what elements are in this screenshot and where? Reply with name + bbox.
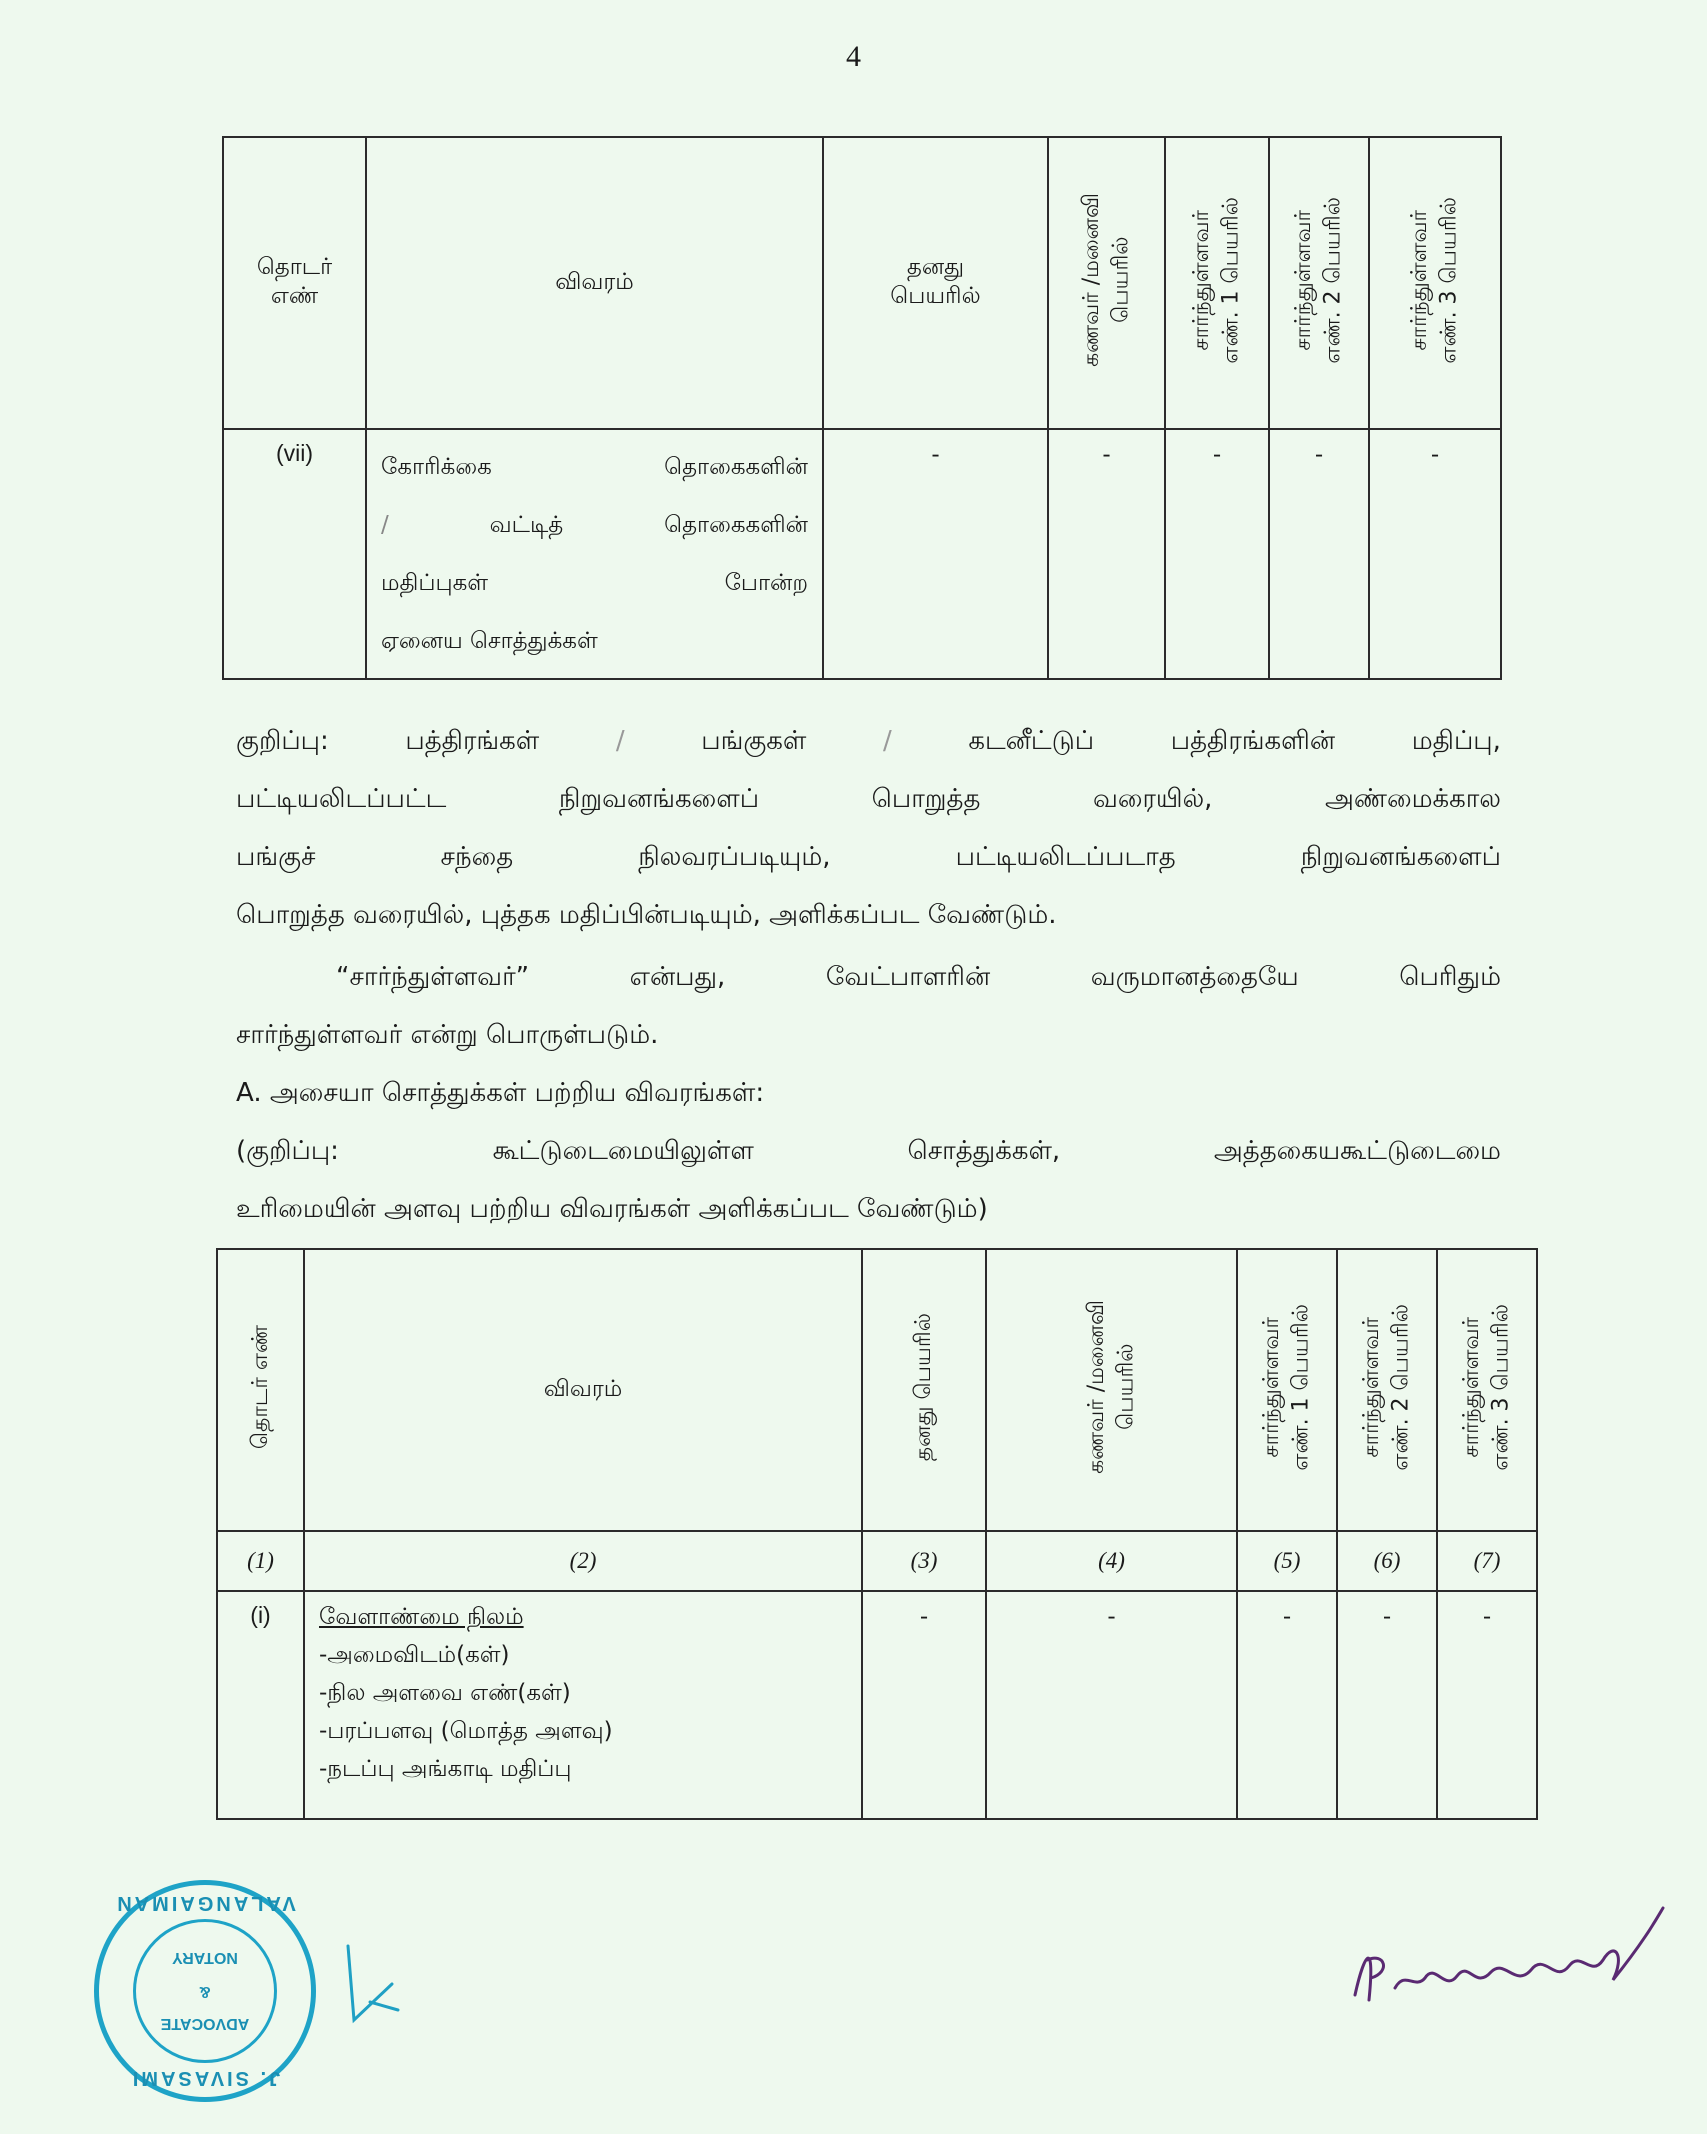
- note-a-word: அத்தகையகூட்டுடைமை: [1213, 1136, 1501, 1166]
- note-word: பங்குகள்: [701, 726, 807, 756]
- table-row: [217, 1591, 1537, 1819]
- header-spouse-line1: கணவர் /மனைவி: [1078, 193, 1104, 367]
- note-word: சந்தை: [440, 842, 514, 872]
- value-dependent-3: -: [1437, 1591, 1537, 1819]
- note-word: பட்டியலிடப்பட்ட: [236, 784, 447, 814]
- note-word: பட்டியலிடப்படாத: [955, 842, 1176, 872]
- row-title: வேளாண்மை நிலம்: [319, 1604, 524, 1630]
- note-word: குறிப்பு:: [236, 726, 329, 756]
- col-num-6: (6): [1337, 1531, 1437, 1591]
- dependent-definition: [236, 948, 1501, 1064]
- header-dep3-line1: சார்ந்துள்ளவர்: [1407, 209, 1433, 351]
- note-word: நிறுவனங்களைப்: [1300, 842, 1501, 872]
- section-a-note: [236, 1122, 1501, 1238]
- immovable-assets-table: [216, 1248, 1538, 1820]
- row-item: -பரப்பளவு (மொத்த அளவு): [319, 1718, 613, 1744]
- value-dependent-1: -: [1165, 429, 1269, 679]
- row-serial: (vii): [223, 429, 366, 679]
- note-word: /: [882, 726, 892, 756]
- note-a-word: சொத்துக்கள்,: [907, 1136, 1061, 1166]
- col-num-5: (5): [1237, 1531, 1337, 1591]
- header-dep3-line2: எண். 3 பெயரில்: [1489, 1303, 1514, 1471]
- header-dep1-line1: சார்ந்துள்ளவர்: [1259, 1316, 1285, 1458]
- header-self-line1: தனது: [906, 254, 965, 280]
- assets-table-continued: [222, 136, 1502, 680]
- header-self-line2: பெயரில்: [890, 283, 981, 309]
- note-a-word: (குறிப்பு:: [236, 1136, 339, 1166]
- header-self: [823, 137, 1048, 429]
- header-spouse-line1: கணவர் /மனைவி: [1083, 1300, 1109, 1474]
- def-line-2: சார்ந்துள்ளவர் என்று பொருள்படும்.: [236, 1020, 659, 1050]
- header-dependent-3: [1369, 137, 1501, 429]
- stamp-inner-ring: [133, 1919, 277, 2063]
- note-a-line-2: உரிமையின் அளவு பற்றிய விவரங்கள் அளிக்கப்பட வேண்டும்): [236, 1194, 988, 1224]
- def-word: வருமானத்தையே: [1090, 962, 1299, 992]
- note-paragraph: [236, 712, 1501, 944]
- desc-word: வட்டித்: [489, 512, 564, 538]
- row-description: [366, 429, 823, 679]
- value-dependent-2: -: [1269, 429, 1369, 679]
- header-dep1-line2: எண். 1 பெயரில்: [1289, 1303, 1314, 1471]
- header-description: விவரம்: [304, 1249, 862, 1531]
- value-dependent-2: -: [1337, 1591, 1437, 1819]
- header-dep1-line1: சார்ந்துள்ளவர்: [1189, 209, 1215, 351]
- header-dep3-line1: சார்ந்துள்ளவர்: [1459, 1316, 1485, 1458]
- header-dep3-line2: எண். 3 பெயரில்: [1437, 196, 1462, 364]
- signature: [1345, 1900, 1665, 2020]
- header-serial-line1: தொடர்: [256, 254, 333, 280]
- note-word: மதிப்பு,: [1411, 726, 1501, 756]
- note-word: கடனீட்டுப்: [968, 726, 1095, 756]
- col-num-1: (1): [217, 1531, 304, 1591]
- row-description: [304, 1591, 862, 1819]
- header-dependent-1: [1165, 137, 1269, 429]
- value-spouse: -: [1048, 429, 1165, 679]
- header-dep2-line1: சார்ந்துள்ளவர்: [1291, 209, 1317, 351]
- note-line-last: பொறுத்த வரையில், புத்தக மதிப்பின்படியும், அளிக்கப்பட வேண்டும்.: [236, 900, 1057, 930]
- note-a-word: கூட்டுடைமையிலுள்ள: [492, 1136, 754, 1166]
- header-serial: [223, 137, 366, 429]
- note-word: நிலவரப்படியும்,: [638, 842, 831, 872]
- note-word: பத்திரங்கள்: [405, 726, 540, 756]
- header-dependent-2: [1269, 137, 1369, 429]
- stamp-line-1: ADVOCATE: [160, 2015, 250, 2032]
- section-a-title: A. அசையா சொத்துக்கள் பற்றிய விவரங்கள்:: [236, 1078, 765, 1108]
- header-description: விவரம்: [366, 137, 823, 429]
- col-num-7: (7): [1437, 1531, 1537, 1591]
- header-dependent-1: [1237, 1249, 1337, 1531]
- row-item: -அமைவிடம்(கள்): [319, 1642, 510, 1668]
- table-row: [223, 429, 1501, 679]
- header-serial-line2: எண்: [270, 283, 319, 309]
- note-word: அண்மைக்கால: [1325, 784, 1501, 814]
- header-self-text: தனது பெயரில்: [911, 1312, 937, 1462]
- note-word: /: [615, 726, 625, 756]
- note-word: வரையில்,: [1093, 784, 1213, 814]
- notary-stamp: [94, 1880, 316, 2102]
- row-serial: (i): [217, 1591, 304, 1819]
- stamp-line-3: NOTARY: [172, 1949, 238, 1966]
- header-dep1-line2: எண். 1 பெயரில்: [1219, 196, 1244, 364]
- header-serial-text: தொடர் எண்: [247, 1324, 273, 1450]
- header-dep2-line1: சார்ந்துள்ளவர்: [1359, 1316, 1385, 1458]
- desc-word: மதிப்புகள்: [381, 570, 489, 596]
- header-dependent-3: [1437, 1249, 1537, 1531]
- row-item: -நடப்பு அங்காடி மதிப்பு: [319, 1756, 572, 1782]
- value-self: -: [823, 429, 1048, 679]
- header-serial: [217, 1249, 304, 1531]
- col-num-2: (2): [304, 1531, 862, 1591]
- check-mark-icon: [340, 1940, 400, 2030]
- desc-word: தொகைகளின்: [664, 512, 808, 538]
- def-word: “சார்ந்துள்ளவர்”: [336, 962, 530, 992]
- def-word: என்பது,: [629, 962, 726, 992]
- desc-word: /: [381, 512, 389, 538]
- header-dep2-line2: எண். 2 பெயரில்: [1389, 1303, 1414, 1471]
- header-spouse-line2: பெயரில்: [1108, 236, 1134, 324]
- def-word: வேட்பாளரின்: [825, 962, 991, 992]
- value-self: -: [862, 1591, 986, 1819]
- header-spouse-line2: பெயரில்: [1113, 1343, 1139, 1431]
- value-dependent-3: -: [1369, 429, 1501, 679]
- note-word: நிறுவனங்களைப்: [558, 784, 760, 814]
- note-word: பொறுத்த: [871, 784, 981, 814]
- stamp-name: J. SIVASAMI: [129, 2067, 281, 2089]
- value-dependent-1: -: [1237, 1591, 1337, 1819]
- stamp-line-2: &: [199, 1983, 211, 2000]
- column-number-row: [217, 1531, 1537, 1591]
- desc-word: போன்ற: [724, 570, 808, 596]
- value-spouse: -: [986, 1591, 1237, 1819]
- col-num-3: (3): [862, 1531, 986, 1591]
- header-spouse: [986, 1249, 1237, 1531]
- col-num-4: (4): [986, 1531, 1237, 1591]
- page-number: 4: [846, 40, 861, 73]
- desc-word: ஏனைய சொத்துக்கள்: [381, 628, 598, 654]
- def-word: பெரிதும்: [1399, 962, 1501, 992]
- desc-word: கோரிக்கை: [381, 454, 492, 480]
- row-item: -நில அளவை எண்(கள்): [319, 1680, 571, 1706]
- header-spouse: [1048, 137, 1165, 429]
- header-dependent-2: [1337, 1249, 1437, 1531]
- header-dep2-line2: எண். 2 பெயரில்: [1321, 196, 1346, 364]
- note-word: பங்குச்: [236, 842, 316, 872]
- stamp-place: VALANGAIMAN: [114, 1892, 296, 1914]
- desc-word: தொகைகளின்: [664, 454, 808, 480]
- header-self: [862, 1249, 986, 1531]
- note-word: பத்திரங்களின்: [1170, 726, 1336, 756]
